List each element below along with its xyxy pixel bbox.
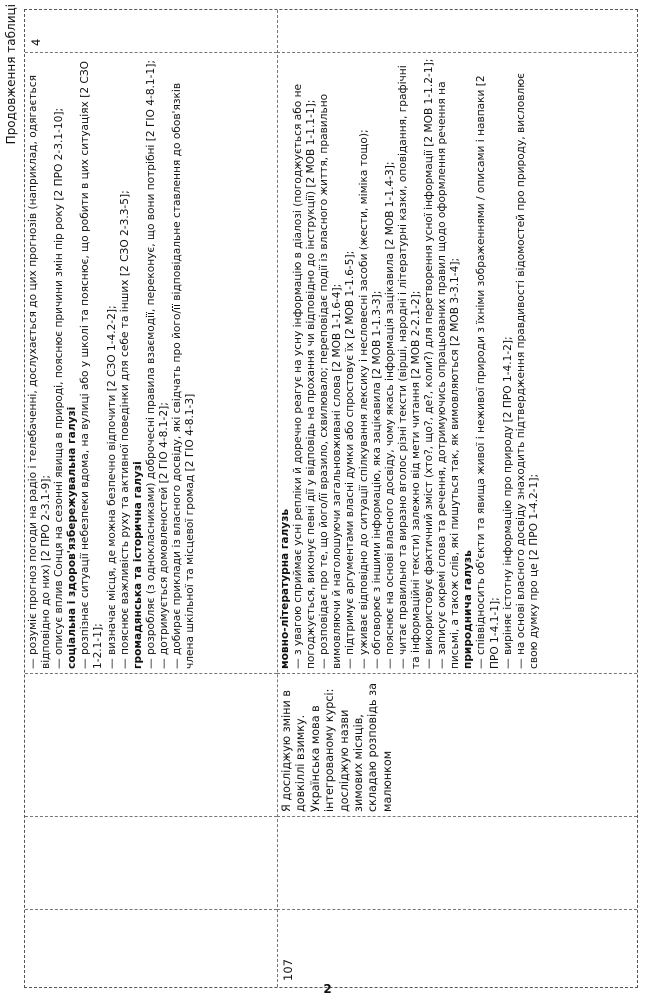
table-row bbox=[277, 10, 637, 987]
outcomes-list bbox=[25, 53, 199, 673]
outcome-line: природнича галузь bbox=[462, 550, 475, 669]
outcome-line: — визначає місця, де можна безпечно відпочити [2 СЗО 1-4.2-2]; bbox=[105, 305, 118, 669]
outcome-line: — виріняє істотну інформацію про природу [2 ПРО 1-4.1-2]; bbox=[501, 336, 514, 669]
cell-date bbox=[25, 816, 277, 909]
cell-outcomes bbox=[277, 52, 637, 673]
lesson-plan-table bbox=[24, 9, 638, 988]
lesson-number: 107 bbox=[281, 959, 295, 981]
outcome-line: — розуміє прогноз погоди на радіо і телебаченні, дослухається до цих прогнозів (наприклад, одягається відповідно до них) [2 ПРО 2-3.1-9]; bbox=[27, 75, 53, 669]
outcome-line: соціальна і здоров'язбережувальна галузі bbox=[66, 406, 79, 669]
outcome-line: — описує вплив Сонця на сезонні явища в природі, пояснює причини змін пір року [2 ПРО 2-3.1-10]; bbox=[53, 107, 66, 669]
outcome-line: — на основі власного досвіду знаходить підтвердження правдивості відомостей про природу, висловлює свою думку про це [2 ПРО 1-4.2-1]; bbox=[514, 73, 540, 669]
outcome-line: — дотримується домовленостей [2 ГІО 4-8.1-2]; bbox=[157, 402, 170, 669]
outcome-line: — пояснює на основі власного досвіду, чому якась інформація зацікавила [2 МОВ 1-1.4-3]; bbox=[383, 161, 396, 669]
cell-number bbox=[277, 909, 637, 987]
outcome-line: — обговорює з іншими інформацію, яка зацікавила [2 МОВ 1-1.3-3]; bbox=[370, 290, 383, 669]
outcomes-list bbox=[277, 53, 543, 673]
outcome-line: — розробляє (з однокласниками) доброчесні правила взаємодії, переконує, що вони потрібні [2 ГІО 4-8.1-1]; bbox=[144, 60, 157, 669]
outcome-line: — читає правильно та виразно вголос різні тексти (вірші, народні і літературні казки, оповідання, графічні та інформаційні тексти) залежно від мети читання [2 МОВ 2-2.1-2]; bbox=[396, 65, 422, 669]
cell-date bbox=[277, 816, 637, 909]
cell-number bbox=[25, 909, 277, 987]
cell-hours bbox=[25, 10, 277, 52]
outcome-line: мовно-літературна галузь bbox=[279, 508, 291, 669]
outcome-line: — пояснює важливість руху та активної поведінки для себе та інших [2 СЗО 2-3.3-5]; bbox=[118, 190, 131, 669]
cell-hours bbox=[277, 10, 637, 52]
outcome-line: — співвідносить об'єкти та явища живої і неживої природи з їхніми зображеннями / описами і навпаки [2 ПРО 1-4.1-1]; bbox=[475, 75, 501, 669]
outcome-line: громадянська та історична галузі bbox=[131, 461, 144, 669]
outcome-line: — розповідає про те, що його/її вразило, схвилювало; переповідає події із власного життя, правильно вимовляючи й наголошуючи загальновживані слова [2 МОВ 1-1.6-4]; bbox=[318, 93, 344, 669]
table-continuation-caption: Продовження таблиці bbox=[4, 4, 18, 145]
outcome-line: — уживає відповідно до ситуації спілкування лексику і несловесні засоби (жести, міміка тощо); bbox=[357, 129, 370, 669]
cell-outcomes bbox=[25, 52, 277, 673]
table-row bbox=[25, 10, 278, 987]
outcome-line: — записує окремі слова та речення, дотримуючись опрацьованих правил щодо оформлення речення на письмі, а також слів, які пишуться так, як вимовляються [2 МОВ 3-3.1-4]; bbox=[436, 81, 462, 669]
lesson-topic: Я досліджую зміни в довкіллі взимку. Українська мова в інтегрованому курсі: досліджую назви зимових місяців, складаю розповідь за малюнком bbox=[280, 683, 394, 812]
outcome-line: — розпізнає ситуації небезпеки вдома, на вулиці або у школі та пояснює, що робити в цих ситуаціях [2 СЗО 1-2.1-1]; bbox=[79, 61, 105, 669]
cell-topic bbox=[277, 673, 637, 816]
outcome-line: — добирає приклади із власного досвіду, які свідчать про його/її відповідальне ставлення до обов'язків члена шкільної та місцевої громад [2 ГІО 4-8.1-3] bbox=[171, 82, 197, 669]
hours-value: 4 bbox=[29, 38, 43, 46]
cell-topic bbox=[25, 673, 277, 816]
outcome-line: — підтримує аргументами власні думки або спростовує їх [2 МОВ 1-1.6-5]; bbox=[344, 250, 357, 669]
outcome-line: — з увагою сприймає усні репліки й доречно реагує на усну інформацію в діалозі (погоджується або не погоджується, виконує певні дії у відповідь на прохання чи відповідно до інструкції) [2 МОВ 1-1.1-1]; bbox=[292, 83, 318, 669]
page-number: 2 bbox=[323, 982, 332, 996]
outcome-line: — використовує фактичний зміст (хто?, що?, де?, коли?) для перетворення усної інформації [2 МОВ 1-1.2-1]; bbox=[423, 58, 436, 669]
